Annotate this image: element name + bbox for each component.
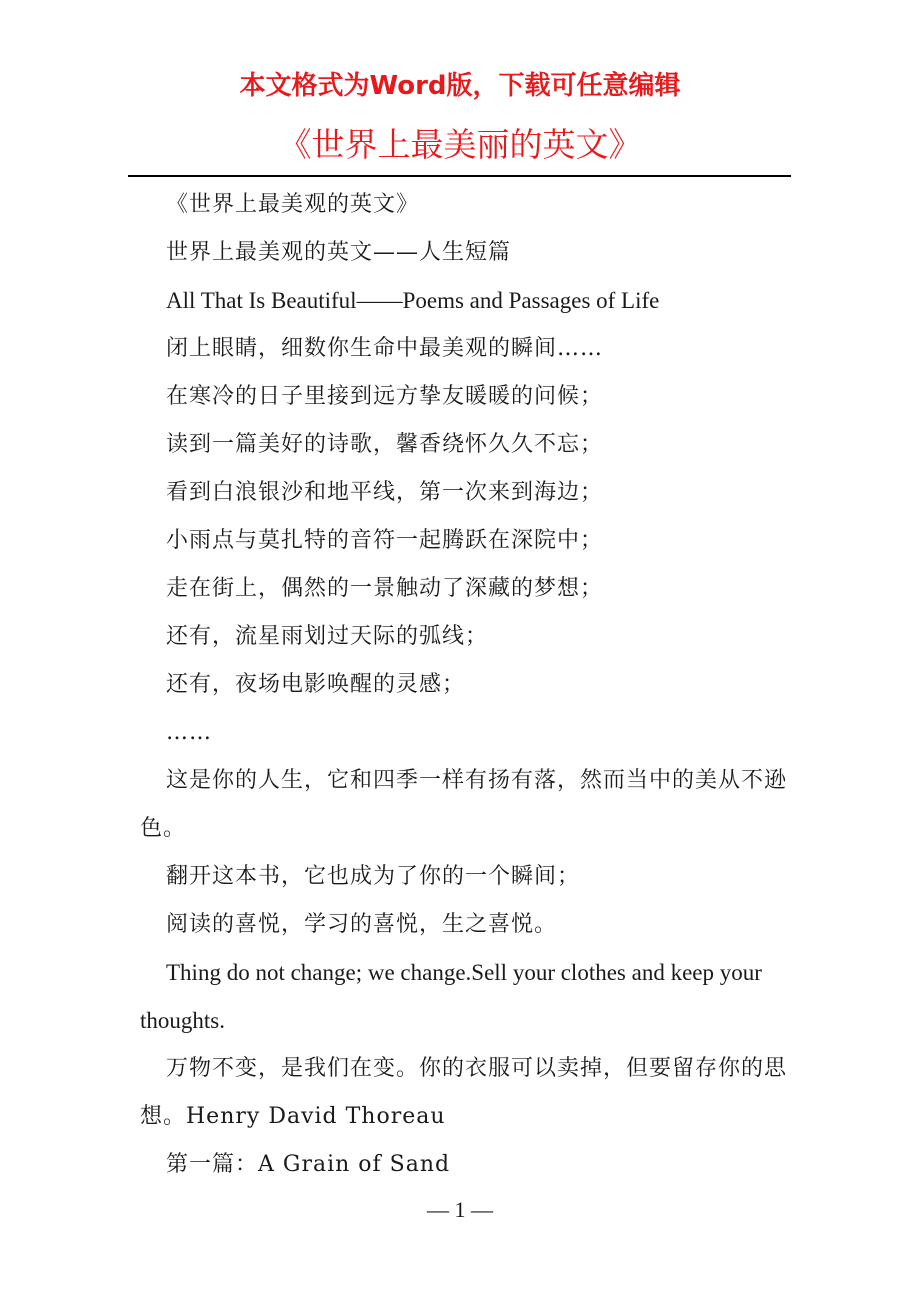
page-number: — 1 —: [427, 1197, 493, 1222]
body-line-heading: 世界上最美观的英文——人生短篇: [166, 240, 512, 265]
body-paragraph: 这是你的人生，它和四季一样有扬有落，然而当中的美从不逊色。: [140, 768, 788, 841]
body-line-section-heading: 第一篇：A Grain of Sand: [166, 1152, 451, 1177]
body-line: 翻开这本书，它也成为了你的一个瞬间；: [166, 864, 581, 889]
body-line-english-title: All That Is Beautiful——Poems and Passages of Life: [166, 288, 660, 313]
body-line-ellipsis: ……: [166, 720, 212, 745]
body-line: 闭上眼睛，细数你生命中最美观的瞬间……: [166, 336, 604, 361]
body-paragraph-quote-translation: 万物不变，是我们在变。你的衣服可以卖掉，但要留存你的思想。Henry David Thoreau: [140, 1056, 788, 1129]
format-banner: 本文格式为Word版，下载可任意编辑: [239, 71, 681, 101]
body-line: 走在街上，偶然的一景触动了深藏的梦想；: [166, 576, 604, 601]
body-line: 看到白浪银沙和地平线，第一次来到海边；: [166, 480, 604, 505]
body-line-subtitle: 《世界上最美观的英文》: [166, 192, 420, 217]
body-line: 阅读的喜悦，学习的喜悦，生之喜悦。: [166, 912, 558, 937]
document-body: [140, 181, 790, 1189]
header-divider: [128, 175, 791, 177]
body-paragraph-english-quote: Thing do not change; we change.Sell your clothes and keep your thoughts.: [140, 960, 762, 1033]
body-line: 小雨点与莫扎特的音符一起腾跃在深院中；: [166, 528, 604, 553]
document-title: 《世界上最美丽的英文》: [278, 125, 642, 164]
body-line: 还有，流星雨划过天际的弧线；: [166, 624, 489, 649]
body-line: 还有，夜场电影唤醒的灵感；: [166, 672, 466, 697]
body-line: 在寒冷的日子里接到远方挚友暖暖的问候；: [166, 384, 604, 409]
body-line: 读到一篇美好的诗歌，馨香绕怀久久不忘；: [166, 432, 604, 457]
